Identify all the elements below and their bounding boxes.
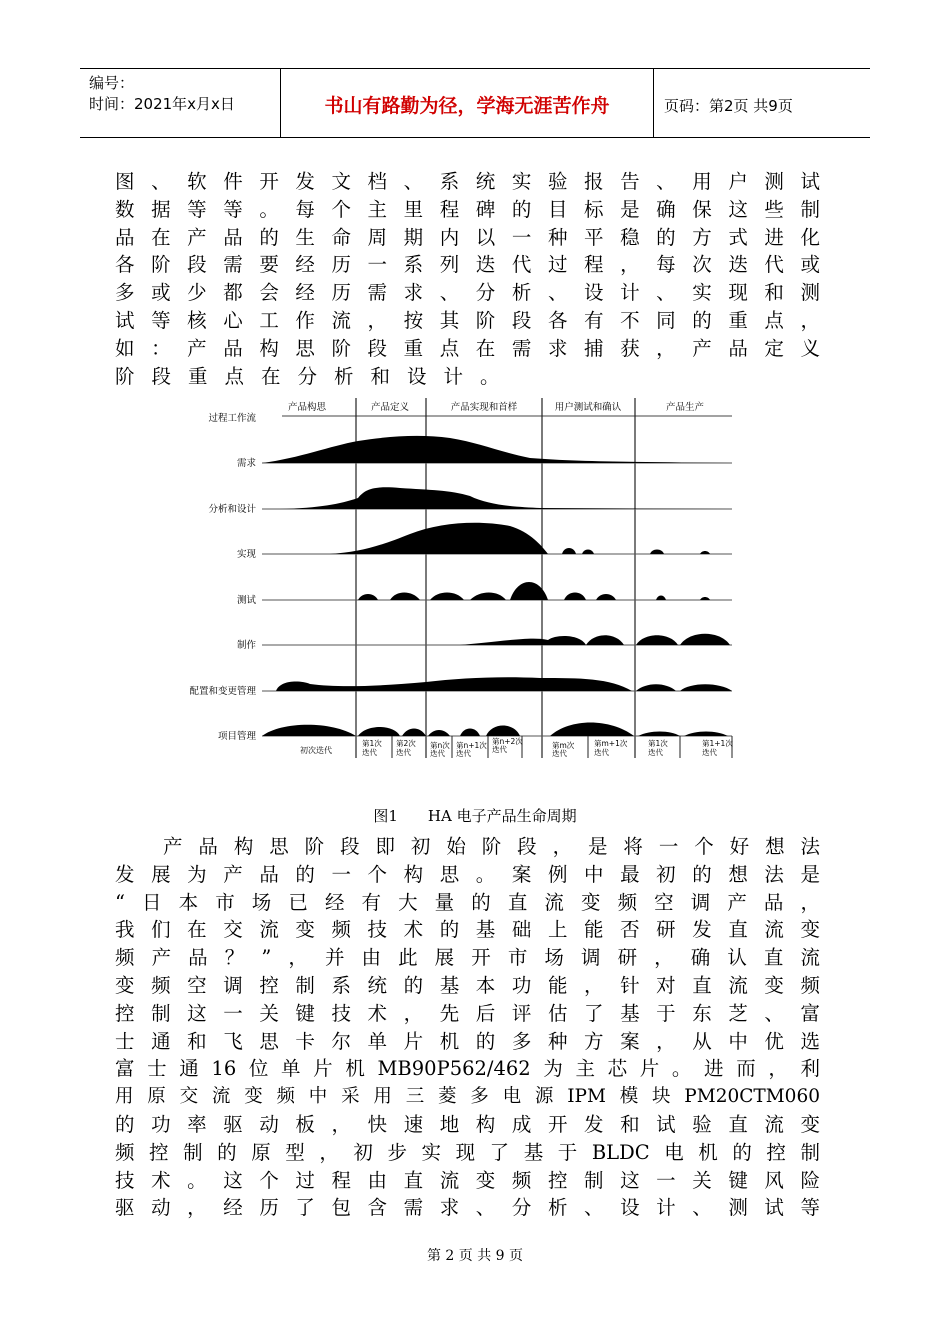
paragraph-1 [115,168,820,390]
iteration-label: 初次迭代 [300,746,332,755]
iteration-label: 第2次 [396,739,416,748]
workflow-hump-project [262,725,356,736]
page-footer: 第 2 页 共 9 页 [426,1248,524,1264]
number-label: 编号： [89,74,135,92]
text-line: 频控制的原型，初步实现了基于BLDC电机的控制 [115,1140,820,1164]
phase-label: 产品构思 [287,402,327,413]
iteration-label: 第1次 [648,739,668,748]
header-right-cell [654,69,870,137]
iteration-label: 第1次 [362,739,382,748]
text-line: 富士通16位单片机MB90P562/462为主芯片。进而，利 [115,1057,820,1081]
iteration-label: 第1+1次 [702,739,733,748]
workflow-hump-requirements [262,436,732,463]
text-line: 变频空调控制系统的基本功能，针对直流变频 [115,973,820,997]
phase-label: 产品实现和首样 [450,402,518,413]
iteration-label: 第m+1次 [594,739,628,748]
iteration-label: 第n次 [430,741,450,750]
text-line: 我们在交流变频技术的基础上能否研发直流变 [115,918,820,942]
text-line: 技术。这个过程由直流变频控制这一关键风险 [115,1168,820,1192]
workflow-label: 测试 [236,595,256,606]
iteration-label: 迭代 [456,749,471,758]
workflow-label: 实现 [236,549,256,560]
workflow-hump-build [460,636,586,645]
text-line: 频产品？”，并由此展开市场调研，确认直流 [115,946,820,970]
text-line: 各阶段需要经历一系列迭代过程，每次迭代或 [115,253,820,277]
workflow-hump-analysis [280,487,732,509]
iteration-label: 迭代 [594,748,609,757]
text-line: 品在产品的生命周期内以一种平稳的方式进化 [115,225,820,249]
iteration-label: 第n+1次 [456,741,487,750]
iteration-label: 第m次 [552,741,575,750]
iteration-label: 迭代 [396,748,411,757]
workflow-label: 项目管理 [217,731,256,742]
header-row-label: 过程工作流 [208,413,256,424]
iteration-label: 迭代 [430,749,445,758]
workflow-label: 分析和设计 [208,504,256,515]
text-line: 发展为产品的一个构思。案例中最初的想法是 [115,862,820,886]
text-line: 士通和飞思卡尔单片机的多种方案，从中优选 [115,1029,820,1053]
iteration-label: 迭代 [492,745,507,754]
text-line: 阶段重点在分析和设计。 [115,364,517,388]
iteration-label: 迭代 [362,748,377,757]
header-motto-cell [281,69,654,137]
figure-caption: 图1 HA 电子产品生命周期 [373,807,577,825]
text-line: 的功率驱动板，快速地构成开发和试验直流变 [115,1112,820,1136]
workflow-label: 制作 [236,640,256,651]
text-line: 图、软件开发文档、系统实验报告、用户测试 [115,170,820,193]
iteration-label: 迭代 [702,748,717,757]
text-line: 数据等等。每个主里程碑的目标是确保这些制 [115,197,820,221]
text-line: 试等核心工作流，按其阶段各有不同的重点， [115,308,820,332]
phase-label: 用户测试和确认 [554,402,622,413]
workflow-label: 配置和变更管理 [189,686,256,697]
text-line: 如：产品构思阶段重点在需求捕获，产品定义 [115,336,820,360]
motto: 书山有路勤为径，学海无涯苦作舟 [324,95,610,117]
iteration-label: 迭代 [648,748,663,757]
text-line: “日本市场已经有大量的直流变频空调产品， [115,890,820,914]
page-code: 页码：第2页 共9页 [664,97,793,115]
page-header [80,68,870,138]
workflow-hump-implementation [330,523,548,554]
workflow-hump-test [358,594,378,600]
time-line: 时间：2021年x月x日 [89,95,235,113]
workflow-hump-config [276,677,632,691]
text-line: 多或少都会经历需求、分析、设计、实现和测 [115,281,820,305]
iteration-label: 第n+2次 [492,737,523,746]
text-line: 控制这一关键技术，先后评估了基于东芝、富 [115,1001,820,1025]
workflow-label: 需求 [236,458,256,469]
phase-label: 产品定义 [370,402,410,413]
text-line: 产品构思阶段即初始阶段，是将一个好想法 [163,835,820,858]
lifecycle-diagram [180,396,740,761]
text-line: 驱动，经历了包含需求、分析、设计、测试等 [115,1196,820,1220]
header-left-cell [80,69,281,137]
paragraph-2 [115,833,820,1222]
phase-label: 产品生产 [665,402,705,413]
iteration-label: 迭代 [552,749,567,758]
text-line: 用原交流变频中采用三菱多电源IPM模块PM20CTM060 [115,1086,820,1108]
